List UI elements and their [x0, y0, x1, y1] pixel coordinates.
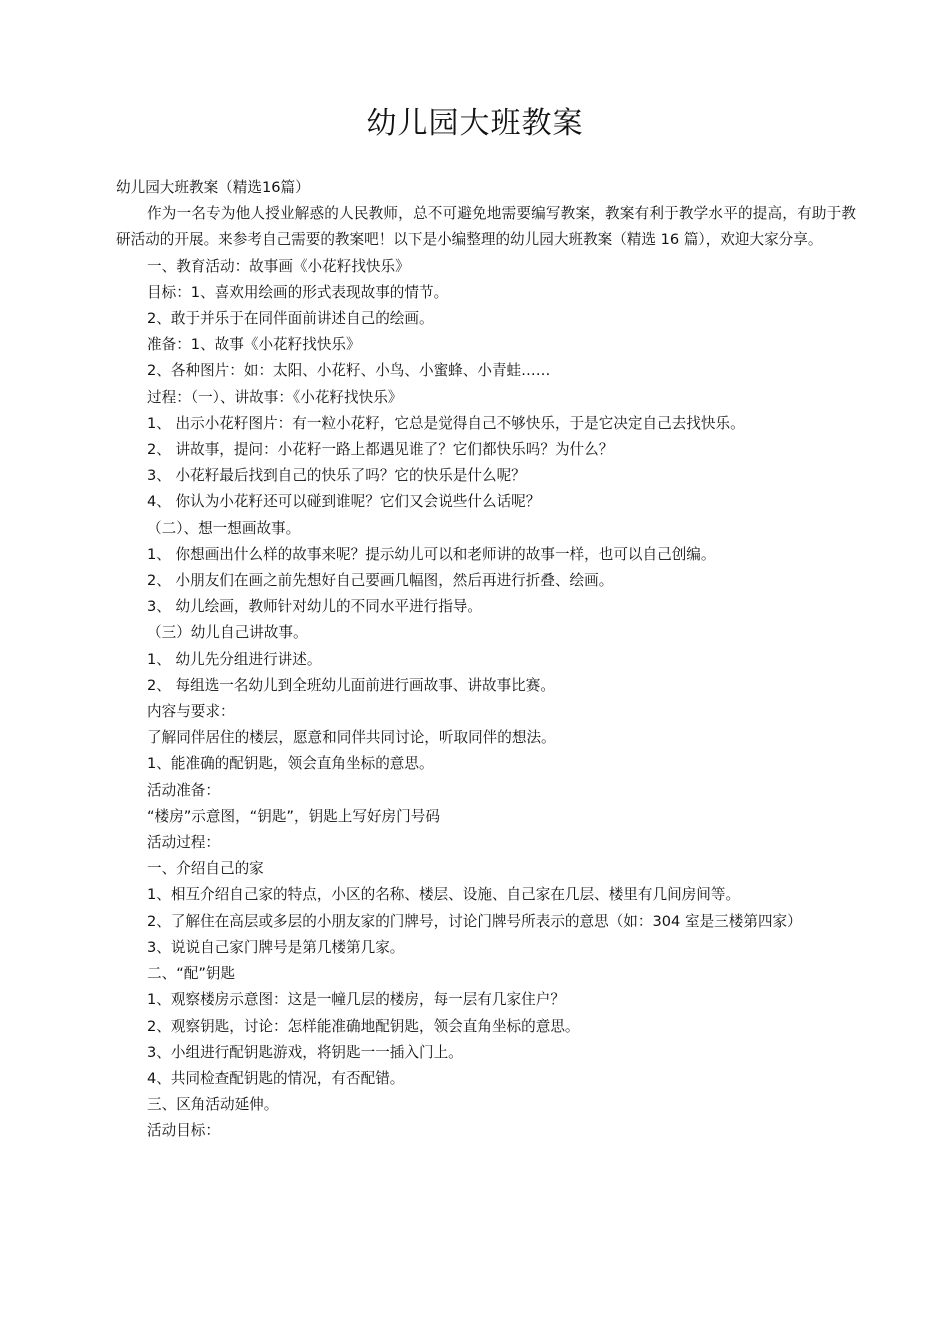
- paragraph-line: 2、 小朋友们在画之前先想好自己要画几幅图，然后再进行折叠、绘画。: [147, 572, 614, 590]
- paragraph-line: 2、观察钥匙，讨论：怎样能准确地配钥匙，领会直角坐标的意思。: [147, 1017, 580, 1035]
- paragraph-line: 2、 讲故事，提问：小花籽一路上都遇见谁了？它们都快乐吗？为什么？: [147, 441, 614, 459]
- document-title: 幼儿园大班教案: [366, 106, 584, 141]
- paragraph-line: 3、 小花籽最后找到自己的快乐了吗？它的快乐是什么呢？: [147, 467, 526, 485]
- paragraph-line: 3、说说自己家门牌号是第几楼第几家。: [147, 938, 405, 956]
- paragraph-line: 一、介绍自己的家: [147, 860, 264, 878]
- paragraph-line: 目标：1、喜欢用绘画的形式表现故事的情节。: [147, 283, 449, 301]
- paragraph-line: 过程：（一）、讲故事：《小花籽找快乐》: [147, 388, 403, 406]
- paragraph-line: 活动准备：: [147, 781, 220, 799]
- paragraph-line: 三、区角活动延伸。: [147, 1096, 279, 1114]
- paragraph-line: 4、共同检查配钥匙的情况，有否配错。: [147, 1069, 405, 1087]
- paragraph-line: （三）幼儿自己讲故事。: [147, 624, 308, 642]
- paragraph-line: 二、“配”钥匙: [147, 965, 236, 983]
- document-body: [116, 175, 856, 1145]
- paragraph-line: 活动目标：: [147, 1122, 220, 1140]
- paragraph-wrap-line: 2、了解住在高层或多层的小朋友家的门牌号，讨论门牌号所表示的意思（如：304 室是三楼第四家）: [147, 912, 802, 930]
- paragraph-line: 1、 出示小花籽图片：有一粒小花籽，它总是觉得自己不够快乐，于是它决定自己去找快乐。: [147, 414, 745, 432]
- paragraph-line: 4、 你认为小花籽还可以碰到谁呢？它们又会说些什么话呢？: [147, 493, 541, 511]
- paragraph-line: 2、 每组选一名幼儿到全班幼儿面前进行画故事、讲故事比赛。: [147, 676, 555, 694]
- paragraph-line: 3、 幼儿绘画，教师针对幼儿的不同水平进行指导。: [147, 598, 482, 616]
- paragraph-line: 了解同伴居住的楼层，愿意和同伴共同讨论，听取同伴的想法。: [147, 729, 556, 747]
- paragraph-line: 一、教育活动：故事画《小花籽找快乐》: [147, 257, 410, 275]
- paragraph-line: 1、能准确的配钥匙，领会直角坐标的意思。: [147, 755, 434, 773]
- intro-paragraph: 作为一名专为他人授业解惑的人民教师，总不可避免地需要编写教案，教案有利于教学水平的提高，有助于教研活动的开展。来参考自己需要的教案吧！以下是小编整理的幼儿园大班教案（精选 16 篇），欢迎大家分享。: [116, 205, 856, 249]
- paragraph-line: 2、各种图片：如：太阳、小花籽、小鸟、小蜜蜂、小青蛙……: [147, 362, 551, 380]
- paragraph-line: 2、敢于并乐于在同伴面前讲述自己的绘画。: [147, 310, 434, 328]
- document-subtitle: 幼儿园大班教案（精选16篇）: [116, 179, 310, 196]
- paragraph-line: 准备：1、故事《小花籽找快乐》: [147, 336, 361, 354]
- paragraph-line: 内容与要求：: [147, 703, 235, 721]
- paragraph-line: “楼房”示意图，“钥匙”，钥匙上写好房门号码: [147, 807, 440, 825]
- paragraph-line: 3、小组进行配钥匙游戏，将钥匙一一插入门上。: [147, 1043, 463, 1061]
- paragraph-line: 1、观察楼房示意图：这是一幢几层的楼房，每一层有几家住户？: [147, 991, 565, 1009]
- paragraph-line: 活动过程：: [147, 834, 220, 852]
- paragraph-line: 1、 你想画出什么样的故事来呢？提示幼儿可以和老师讲的故事一样，也可以自己创编。: [147, 545, 716, 563]
- paragraph-line: 1、 幼儿先分组进行讲述。: [147, 650, 322, 668]
- paragraph-line: 1、相互介绍自己家的特点，小区的名称、楼层、设施、自己家在几层、楼里有几间房间等。: [147, 886, 741, 904]
- paragraph-line: （二）、想一想画故事。: [147, 519, 301, 537]
